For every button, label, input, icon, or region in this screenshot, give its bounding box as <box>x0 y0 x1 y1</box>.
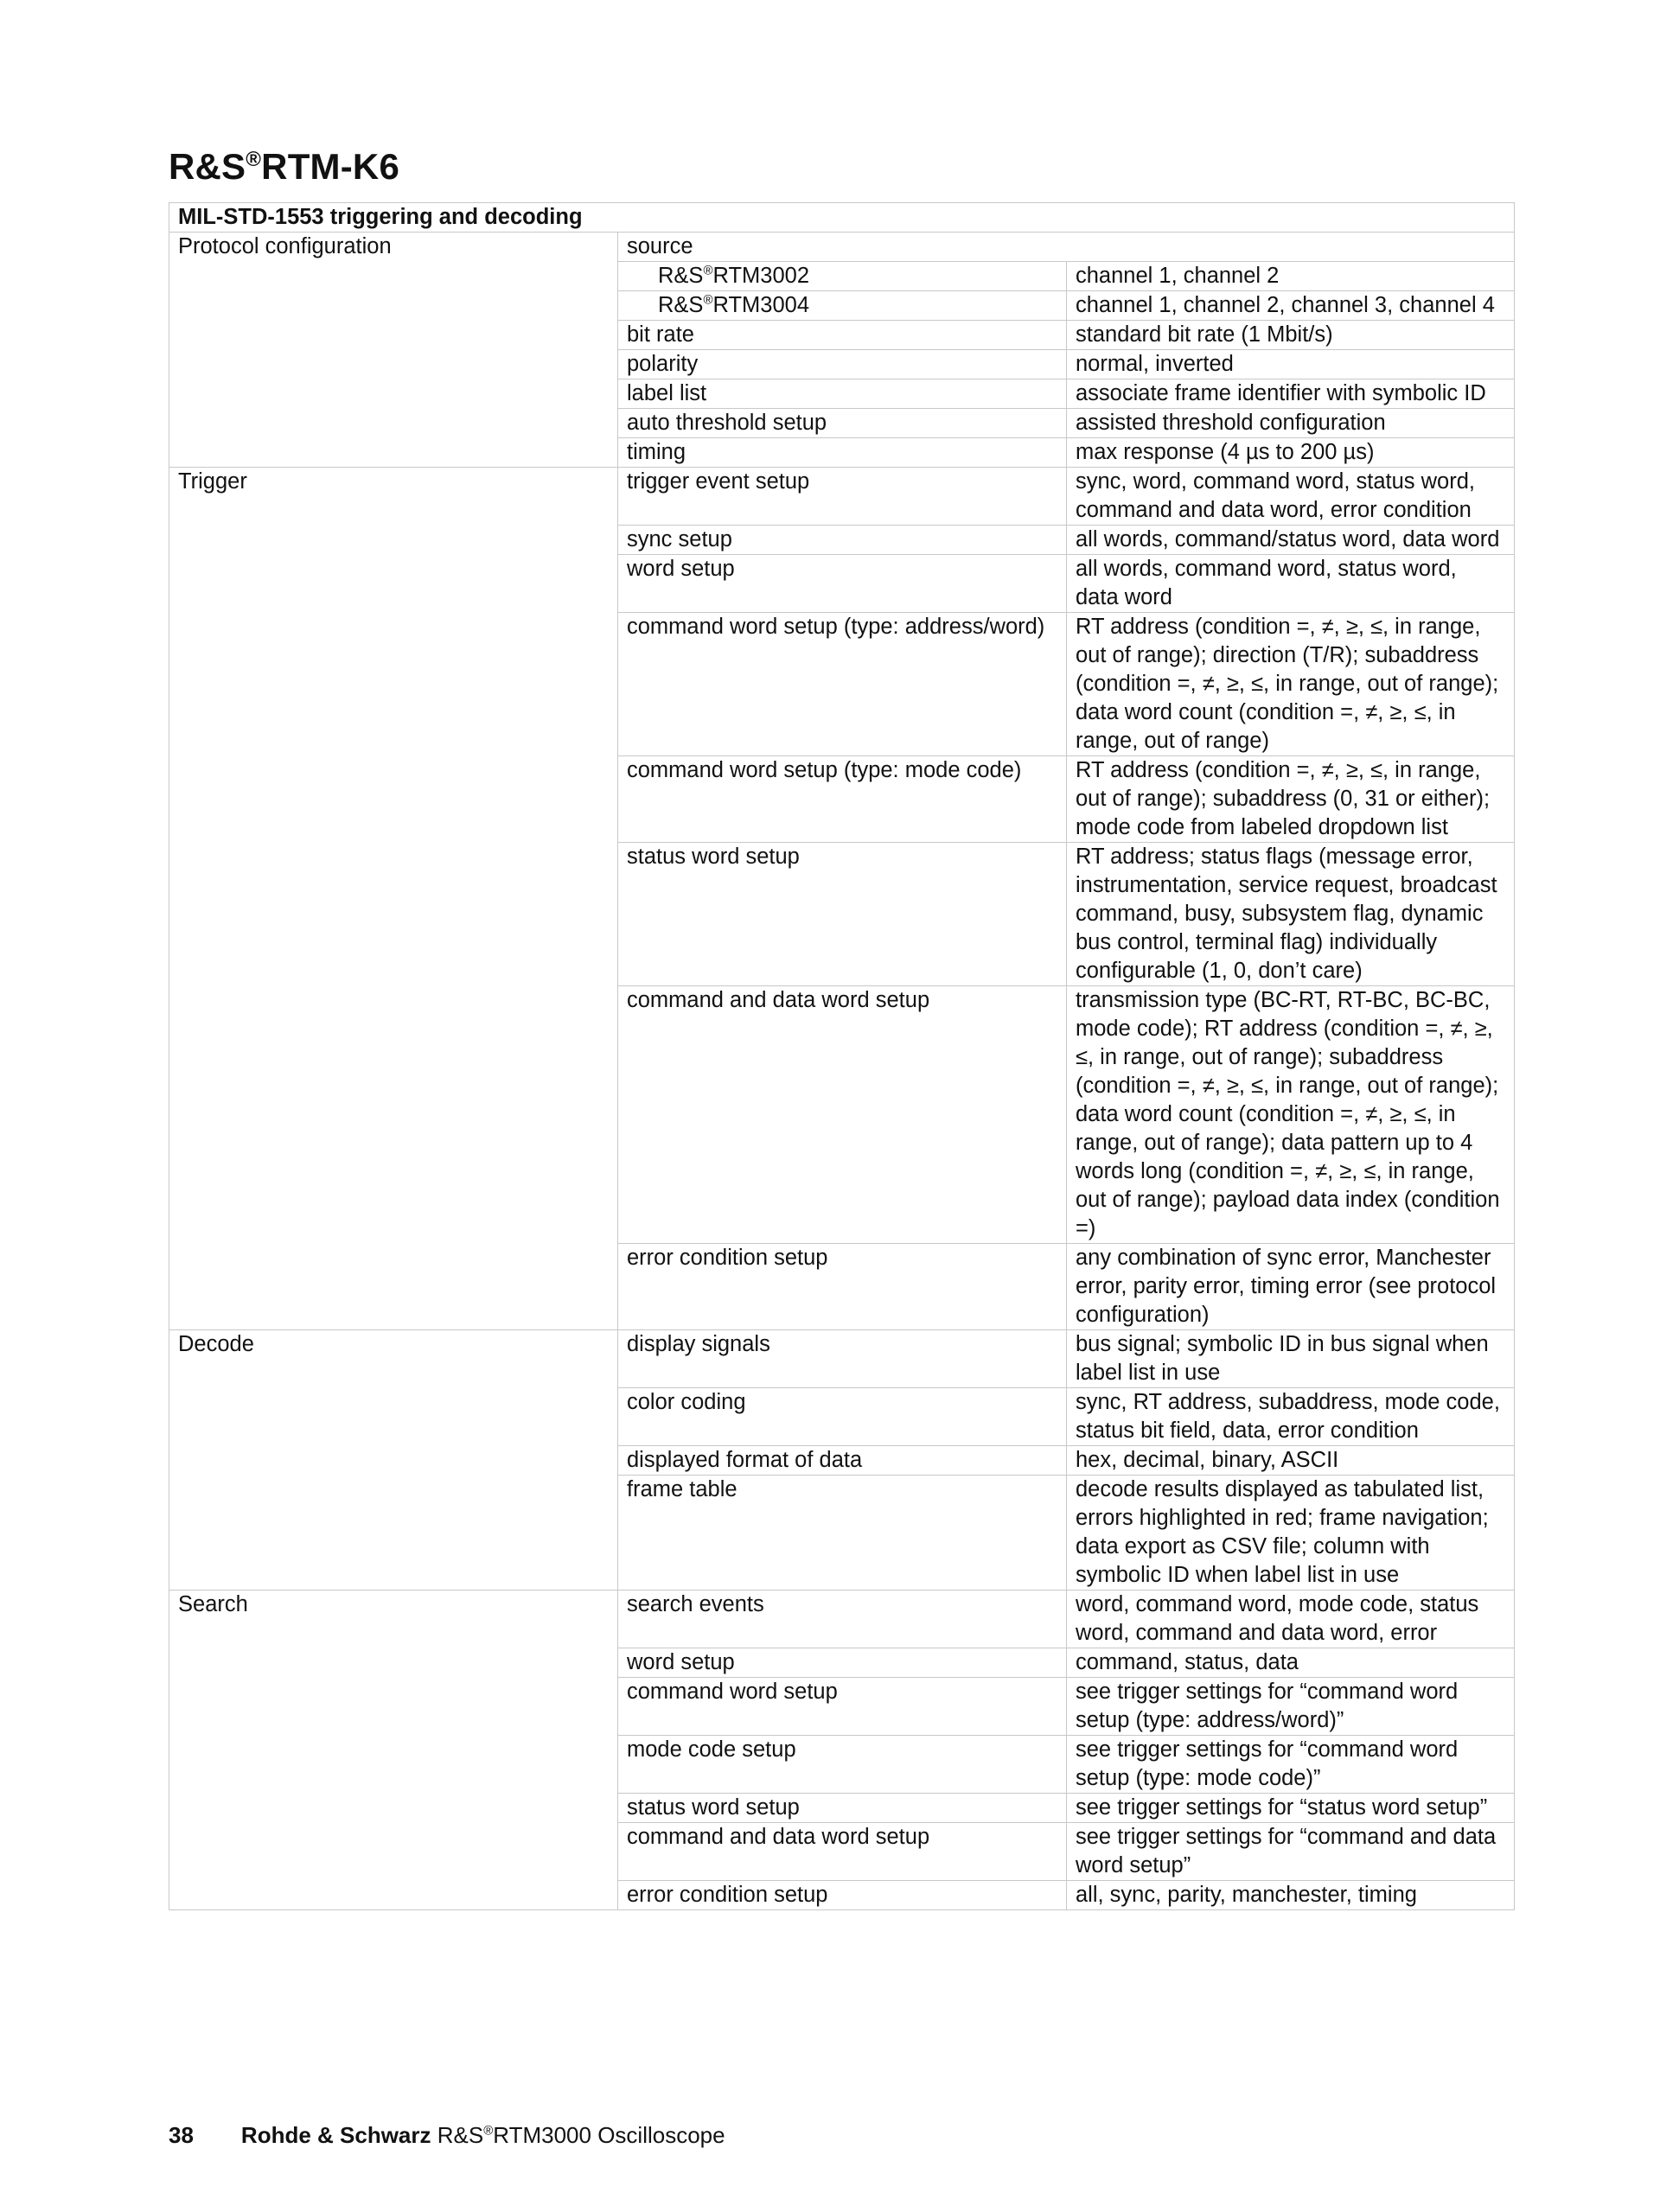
param-cell: bit rate <box>618 321 1067 350</box>
group-label-continuation <box>169 1388 618 1446</box>
param-cell: display signals <box>618 1330 1067 1388</box>
group-label: Search <box>169 1590 618 1648</box>
value-cell: standard bit rate (1 Mbit/s) <box>1067 321 1515 350</box>
group-label-continuation <box>169 262 618 291</box>
table-row <box>169 1590 1515 1648</box>
group-label-continuation <box>169 1794 618 1823</box>
param-suffix: RTM3002 <box>712 264 810 288</box>
param-cell: command word setup <box>618 1678 1067 1736</box>
spec-table <box>169 202 1515 1910</box>
group-label-continuation <box>169 756 618 843</box>
param-cell: frame table <box>618 1476 1067 1590</box>
table-row <box>169 350 1515 379</box>
value-cell: word, command word, mode code, status word, command and data word, error <box>1067 1590 1515 1648</box>
value-cell: max response (4 µs to 200 µs) <box>1067 438 1515 468</box>
param-cell: command and data word setup <box>618 1823 1067 1881</box>
param-cell: command word setup (type: mode code) <box>618 756 1067 843</box>
table-row <box>169 1476 1515 1590</box>
table-row <box>169 555 1515 613</box>
table-row <box>169 233 1515 262</box>
page-footer <box>169 2122 725 2149</box>
table-row <box>169 1388 1515 1446</box>
table-row <box>169 409 1515 438</box>
value-cell: hex, decimal, binary, ASCII <box>1067 1446 1515 1476</box>
param-cell: mode code setup <box>618 1736 1067 1794</box>
value-cell: any combination of sync error, Manchester error, parity error, timing error (see protocol configuration) <box>1067 1244 1515 1330</box>
table-row <box>169 986 1515 1244</box>
value-cell: see trigger settings for “command and data word setup” <box>1067 1823 1515 1881</box>
param-cell <box>618 291 1067 321</box>
group-label-continuation <box>169 1244 618 1330</box>
group-label-continuation <box>169 350 618 379</box>
group-label-continuation <box>169 613 618 756</box>
table-row <box>169 379 1515 409</box>
param-cell: sync setup <box>618 526 1067 555</box>
value-cell: see trigger settings for “status word setup” <box>1067 1794 1515 1823</box>
param-suffix: RTM3004 <box>712 293 810 317</box>
group-label-continuation <box>169 291 618 321</box>
table-row <box>169 1330 1515 1388</box>
group-label-continuation <box>169 438 618 468</box>
value-cell: assisted threshold configuration <box>1067 409 1515 438</box>
value-cell: RT address; status flags (message error, instrumentation, service request, broadcast command, busy, subsystem flag, dynamic bus control, terminal flag) individually configurable (1, 0, don’t care) <box>1067 843 1515 986</box>
table-row <box>169 1648 1515 1678</box>
group-label-continuation <box>169 1881 618 1910</box>
title-prefix: R&S <box>169 146 246 187</box>
param-cell: auto threshold setup <box>618 409 1067 438</box>
footer-company: Rohde & Schwarz <box>240 2122 431 2148</box>
param-prefix: R&S <box>658 293 704 317</box>
value-cell: all words, command word, status word, data word <box>1067 555 1515 613</box>
group-label-continuation <box>169 1678 618 1736</box>
value-cell: sync, word, command word, status word, command and data word, error condition <box>1067 468 1515 526</box>
group-label-continuation <box>169 1736 618 1794</box>
group-label-continuation <box>169 409 618 438</box>
table-row <box>169 1446 1515 1476</box>
table-row <box>169 1881 1515 1910</box>
value-cell: all words, command/status word, data word <box>1067 526 1515 555</box>
group-label-continuation <box>169 843 618 986</box>
table-row <box>169 613 1515 756</box>
title-suffix: RTM-K6 <box>261 146 400 187</box>
param-cell: error condition setup <box>618 1244 1067 1330</box>
value-cell: see trigger settings for “command word setup (type: mode code)” <box>1067 1736 1515 1794</box>
table-row <box>169 438 1515 468</box>
value-cell: sync, RT address, subaddress, mode code, status bit field, data, error condition <box>1067 1388 1515 1446</box>
group-label: Protocol configuration <box>169 233 618 262</box>
group-label-continuation <box>169 1476 618 1590</box>
group-label-continuation <box>169 1648 618 1678</box>
table-row <box>169 1794 1515 1823</box>
group-label-continuation <box>169 526 618 555</box>
page-number: 38 <box>169 2122 194 2148</box>
param-cell: command word setup (type: address/word) <box>618 613 1067 756</box>
section-header-row <box>169 203 1515 233</box>
value-cell: associate frame identifier with symbolic ID <box>1067 379 1515 409</box>
param-cell: color coding <box>618 1388 1067 1446</box>
param-cell: polarity <box>618 350 1067 379</box>
param-cell: source <box>618 233 1515 262</box>
table-row <box>169 1736 1515 1794</box>
group-label-continuation <box>169 379 618 409</box>
param-cell: timing <box>618 438 1067 468</box>
param-cell: displayed format of data <box>618 1446 1067 1476</box>
table-row <box>169 1823 1515 1881</box>
param-prefix: R&S <box>658 264 704 288</box>
group-label: Decode <box>169 1330 618 1388</box>
table-row <box>169 1244 1515 1330</box>
param-cell: label list <box>618 379 1067 409</box>
footer-product-prefix: R&S <box>437 2122 484 2148</box>
table-row <box>169 321 1515 350</box>
group-label-continuation <box>169 321 618 350</box>
table-row <box>169 468 1515 526</box>
group-label-continuation <box>169 986 618 1244</box>
table-row <box>169 291 1515 321</box>
param-cell: word setup <box>618 1648 1067 1678</box>
param-cell: trigger event setup <box>618 468 1067 526</box>
table-row <box>169 756 1515 843</box>
param-cell: search events <box>618 1590 1067 1648</box>
section-title: MIL-STD-1553 triggering and decoding <box>169 203 1515 233</box>
value-cell: RT address (condition =, ≠, ≥, ≤, in range, out of range); subaddress (0, 31 or either); mode code from labeled dropdown list <box>1067 756 1515 843</box>
group-label-continuation <box>169 1446 618 1476</box>
value-cell: all, sync, parity, manchester, timing <box>1067 1881 1515 1910</box>
footer-product-suffix: RTM3000 Oscilloscope <box>493 2122 725 2148</box>
footer-registered-mark: ® <box>483 2123 494 2139</box>
value-cell: normal, inverted <box>1067 350 1515 379</box>
param-cell: word setup <box>618 555 1067 613</box>
value-cell: see trigger settings for “command word setup (type: address/word)” <box>1067 1678 1515 1736</box>
value-cell: bus signal; symbolic ID in bus signal when label list in use <box>1067 1330 1515 1388</box>
value-cell: command, status, data <box>1067 1648 1515 1678</box>
table-row <box>169 262 1515 291</box>
footer-product <box>437 2122 725 2148</box>
value-cell: decode results displayed as tabulated list, errors highlighted in red; frame navigation; data export as CSV file; column with symbolic ID when label list in use <box>1067 1476 1515 1590</box>
page-title <box>169 145 399 188</box>
table-row <box>169 843 1515 986</box>
spec-table-body <box>169 203 1515 1910</box>
registered-mark: ® <box>703 292 713 308</box>
group-label-continuation <box>169 1823 618 1881</box>
table-row <box>169 526 1515 555</box>
param-cell: status word setup <box>618 843 1067 986</box>
group-label: Trigger <box>169 468 618 526</box>
param-cell <box>618 262 1067 291</box>
registered-mark: ® <box>703 263 713 278</box>
value-cell: channel 1, channel 2 <box>1067 262 1515 291</box>
value-cell: channel 1, channel 2, channel 3, channel 4 <box>1067 291 1515 321</box>
param-cell: command and data word setup <box>618 986 1067 1244</box>
param-cell: status word setup <box>618 1794 1067 1823</box>
param-cell: error condition setup <box>618 1881 1067 1910</box>
value-cell: transmission type (BC-RT, RT-BC, BC-BC, mode code); RT address (condition =, ≠, ≥, ≤, in range, out of range); subaddress (condition =, ≠, ≥, ≤, in range, out of range); data word count (condition =, ≠, ≥, ≤, in range, out of range); data pattern up to 4 words long (condition =, ≠, ≥, ≤, in range, out of range); payload data index (condition =) <box>1067 986 1515 1244</box>
table-row <box>169 1678 1515 1736</box>
value-cell: RT address (condition =, ≠, ≥, ≤, in range, out of range); direction (T/R); subaddress (condition =, ≠, ≥, ≤, in range, out of range); data word count (condition =, ≠, ≥, ≤, in range, out of range) <box>1067 613 1515 756</box>
registered-mark: ® <box>246 148 262 171</box>
group-label-continuation <box>169 555 618 613</box>
